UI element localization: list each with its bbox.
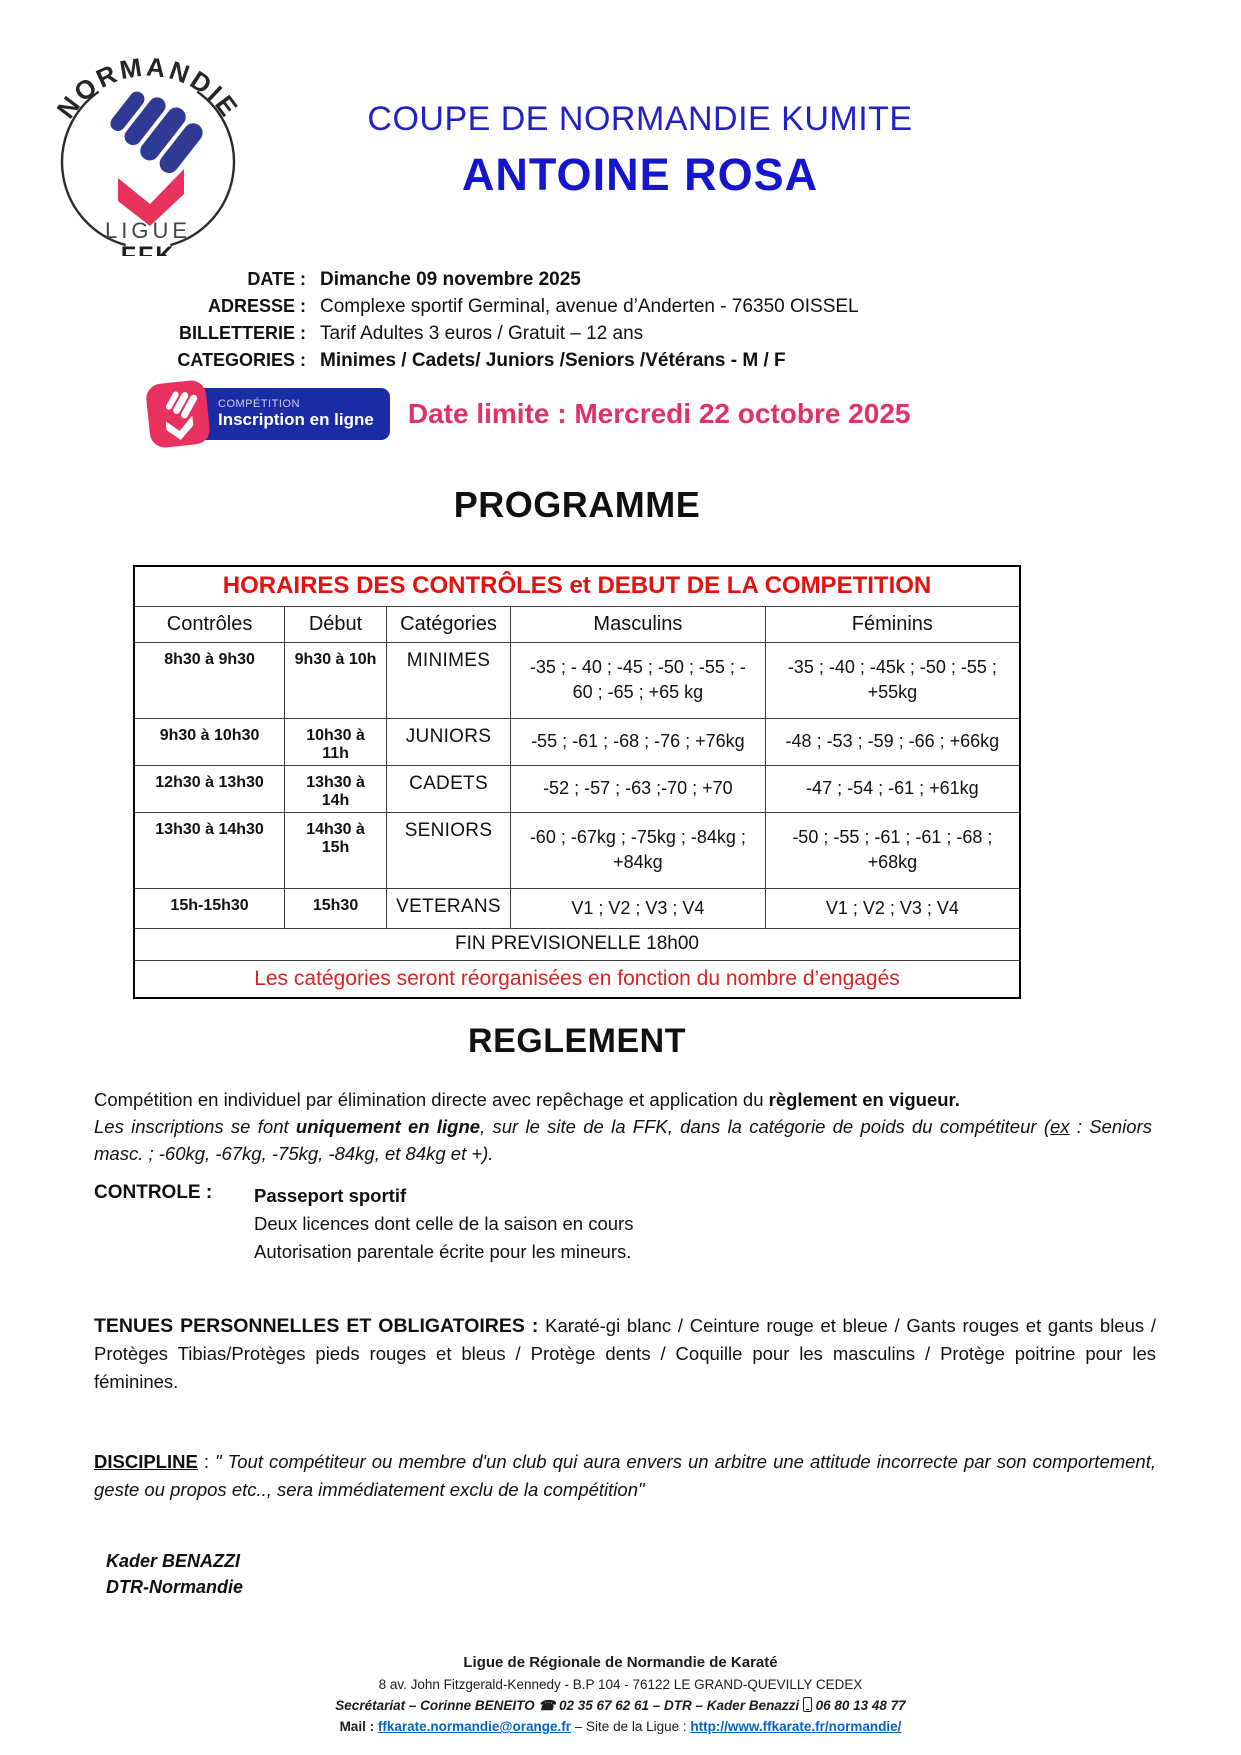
footer-org: Ligue de Régionale de Normandie de Karaté bbox=[463, 1654, 778, 1671]
cell-controles: 13h30 à 14h30 bbox=[134, 812, 285, 888]
badge-inscription-label: Inscription en ligne bbox=[218, 410, 374, 429]
cell-feminins: -35 ; -40 ; -45k ; -50 ; -55 ; +55kg bbox=[765, 642, 1020, 718]
reorganisation-note: Les catégories seront réorganisées en fonction du nombre d’engagés bbox=[134, 960, 1020, 998]
inscription-banner bbox=[148, 382, 911, 446]
white-fist-icon bbox=[145, 379, 211, 449]
p2-post: : Seniors masc. ; -60kg, -67kg, -75kg, -84kg, et 84kg et +). bbox=[94, 1116, 1152, 1164]
table-row-seniors bbox=[134, 812, 1020, 888]
mail-label: Mail : bbox=[339, 1719, 378, 1734]
cell-masculins: V1 ; V2 ; V3 ; V4 bbox=[511, 888, 766, 928]
cell-controles: 12h30 à 13h30 bbox=[134, 765, 285, 812]
controle-line-2: Deux licences dont celle de la saison en cours bbox=[254, 1213, 634, 1234]
schedule-table-wrap bbox=[133, 565, 1021, 999]
ffk-fist-logo-icon bbox=[46, 42, 250, 256]
table-row-cadets bbox=[134, 765, 1020, 812]
info-row-date bbox=[120, 266, 1020, 293]
footer-phone-1: 02 35 67 62 61 – DTR – Kader Benazzi bbox=[555, 1698, 803, 1713]
reglement-heading: REGLEMENT bbox=[468, 1022, 686, 1060]
svg-text:FFK: FFK bbox=[120, 242, 176, 256]
cell-feminins: -50 ; -55 ; -61 ; -61 ; -68 ; +68kg bbox=[765, 812, 1020, 888]
fin-previsionnelle: FIN PREVISIONELLE 18h00 bbox=[134, 928, 1020, 960]
svg-text:LIGUE: LIGUE bbox=[104, 218, 192, 243]
date-value: Dimanche 09 novembre 2025 bbox=[320, 269, 581, 290]
competition-fist-icon bbox=[145, 379, 211, 449]
phone-icon: ☎ bbox=[538, 1698, 556, 1713]
cell-debut: 13h30 à 14h bbox=[285, 765, 387, 812]
info-row-billetterie bbox=[120, 320, 1020, 347]
table-row-juniors bbox=[134, 718, 1020, 765]
controle-lines bbox=[254, 1182, 633, 1266]
signature-name: Kader BENAZZI bbox=[106, 1551, 241, 1571]
adresse-value: Complexe sportif Germinal, avenue d’Anderten - 76350 OISSEL bbox=[320, 296, 859, 317]
discipline-section bbox=[94, 1448, 1156, 1504]
cell-masculins: -55 ; -61 ; -68 ; -76 ; +76kg bbox=[511, 718, 766, 765]
ffk-normandie-logo bbox=[46, 42, 250, 256]
cell-controles: 8h30 à 9h30 bbox=[134, 642, 285, 718]
cell-debut: 10h30 à 11h bbox=[285, 718, 387, 765]
footer-phone-2: 06 80 13 48 77 bbox=[811, 1698, 906, 1713]
table-title: HORAIRES DES CONTRÔLES et DEBUT DE LA COMPETITION bbox=[134, 566, 1020, 606]
table-title-row bbox=[134, 566, 1020, 606]
mobile-phone-icon bbox=[803, 1697, 812, 1712]
badge-competition-label: COMPÉTITION bbox=[218, 398, 300, 410]
deadline-text: Date limite : Mercredi 22 octobre 2025 bbox=[407, 398, 911, 429]
competition-subtitle: ANTOINE ROSA bbox=[461, 149, 819, 200]
event-info bbox=[120, 266, 1020, 374]
schedule-table bbox=[133, 565, 1021, 999]
info-row-adresse bbox=[120, 293, 1020, 320]
table-fin-row bbox=[134, 928, 1020, 960]
cell-feminins: -47 ; -54 ; -61 ; +61kg bbox=[765, 765, 1020, 812]
cell-debut: 9h30 à 10h bbox=[285, 642, 387, 718]
controle-label: CONTROLE : bbox=[94, 1182, 213, 1203]
cell-debut: 15h30 bbox=[285, 888, 387, 928]
cell-feminins: -48 ; -53 ; -59 ; -66 ; +66kg bbox=[765, 718, 1020, 765]
cell-masculins: -52 ; -57 ; -63 ;-70 ; +70 bbox=[511, 765, 766, 812]
footer-secretariat: Secrétariat – Corinne BENEITO bbox=[335, 1698, 539, 1713]
cell-categorie: JUNIORS bbox=[386, 718, 510, 765]
cell-categorie: CADETS bbox=[386, 765, 510, 812]
p2-ex: ex bbox=[1050, 1116, 1070, 1137]
table-note-row bbox=[134, 960, 1020, 998]
cell-categorie: VETERANS bbox=[386, 888, 510, 928]
col-masculins: Masculins bbox=[511, 606, 766, 642]
reglement-paragraph-1 bbox=[94, 1086, 1152, 1113]
date-label: DATE : bbox=[247, 269, 306, 289]
col-feminins: Féminins bbox=[765, 606, 1020, 642]
mail-link[interactable]: ffkarate.normandie@orange.fr bbox=[377, 1719, 572, 1734]
controle-line-3: Autorisation parentale écrite pour les mineurs. bbox=[254, 1241, 632, 1262]
discipline-label: DISCIPLINE bbox=[94, 1451, 198, 1472]
billetterie-label: BILLETTERIE : bbox=[179, 323, 306, 343]
billetterie-value: Tarif Adultes 3 euros / Gratuit – 12 ans bbox=[320, 323, 644, 344]
programme-heading: PROGRAMME bbox=[453, 484, 701, 525]
tenues-section bbox=[94, 1312, 1156, 1396]
competition-title: COUPE DE NORMANDIE KUMITE bbox=[367, 100, 913, 138]
col-controles: Contrôles bbox=[134, 606, 285, 642]
document-header bbox=[250, 100, 1030, 201]
footer-address: 8 av. John Fitzgerald-Kennedy - B.P 104 - 76122 LE GRAND-QUEVILLY CEDEX bbox=[378, 1677, 863, 1692]
cell-feminins: V1 ; V2 ; V3 ; V4 bbox=[765, 888, 1020, 928]
p2-bold: uniquement en ligne bbox=[295, 1116, 481, 1137]
categories-value: Minimes / Cadets/ Juniors /Seniors /Vétérans - M / F bbox=[320, 350, 786, 371]
table-header-row bbox=[134, 606, 1020, 642]
cell-masculins: -60 ; -67kg ; -75kg ; -84kg ; +84kg bbox=[511, 812, 766, 888]
discipline-sep: : bbox=[197, 1451, 216, 1472]
p2-pre: Les inscriptions se font bbox=[94, 1116, 296, 1137]
inscription-en-ligne-badge[interactable] bbox=[192, 388, 390, 440]
cell-categorie: MINIMES bbox=[386, 642, 510, 718]
cell-debut: 14h30 à 15h bbox=[285, 812, 387, 888]
cell-controles: 9h30 à 10h30 bbox=[134, 718, 285, 765]
svg-text:NORMANDIE: NORMANDIE bbox=[50, 51, 246, 124]
discipline-quote: " Tout compétiteur ou membre d'un club qui aura envers un arbitre une attitude incorrecte par son comportement, geste ou propos etc.., sera immédiatement exclu de la compétition" bbox=[94, 1451, 1156, 1500]
table-row-minimes bbox=[134, 642, 1020, 718]
tenues-text: Karaté-gi blanc / Ceinture rouge et bleue / Gants rouges et gants bleus / Protèges Tibias/Protèges pieds rouges et bleus / Protège dents / Coquille pour les masculins / Protège poitrine pour les féminines. bbox=[94, 1315, 1156, 1392]
cell-categorie: SENIORS bbox=[386, 812, 510, 888]
reglement-body bbox=[94, 1086, 1152, 1167]
controle-section bbox=[94, 1182, 1094, 1266]
controle-line-1: Passeport sportif bbox=[254, 1185, 407, 1206]
info-row-categories bbox=[120, 347, 1020, 374]
footer bbox=[0, 1652, 1241, 1737]
p1-bold-text: règlement en vigueur. bbox=[768, 1089, 960, 1110]
site-label: – Site de la Ligue : bbox=[571, 1719, 691, 1734]
signature-block bbox=[106, 1548, 243, 1600]
p1-text: Compétition en individuel par élimination directe avec repêchage et application du bbox=[94, 1089, 769, 1110]
cell-controles: 15h-15h30 bbox=[134, 888, 285, 928]
col-categories: Catégories bbox=[386, 606, 510, 642]
footer-links bbox=[0, 1716, 1241, 1737]
categories-label: CATEGORIES : bbox=[177, 350, 306, 370]
col-debut: Début bbox=[285, 606, 387, 642]
tenues-label: TENUES PERSONNELLES ET OBLIGATOIRES : bbox=[94, 1315, 539, 1337]
footer-contacts bbox=[0, 1695, 1241, 1716]
adresse-label: ADRESSE : bbox=[207, 296, 306, 316]
p2-mid: , sur le site de la FFK, dans la catégorie de poids du compétiteur ( bbox=[480, 1116, 1050, 1137]
signature-role: DTR-Normandie bbox=[106, 1577, 244, 1597]
cell-masculins: -35 ; - 40 ; -45 ; -50 ; -55 ; - 60 ; -65 ; +65 kg bbox=[511, 642, 766, 718]
site-link[interactable]: http://www.ffkarate.fr/normandie/ bbox=[690, 1719, 902, 1734]
reglement-paragraph-2 bbox=[94, 1113, 1152, 1167]
table-row-veterans bbox=[134, 888, 1020, 928]
